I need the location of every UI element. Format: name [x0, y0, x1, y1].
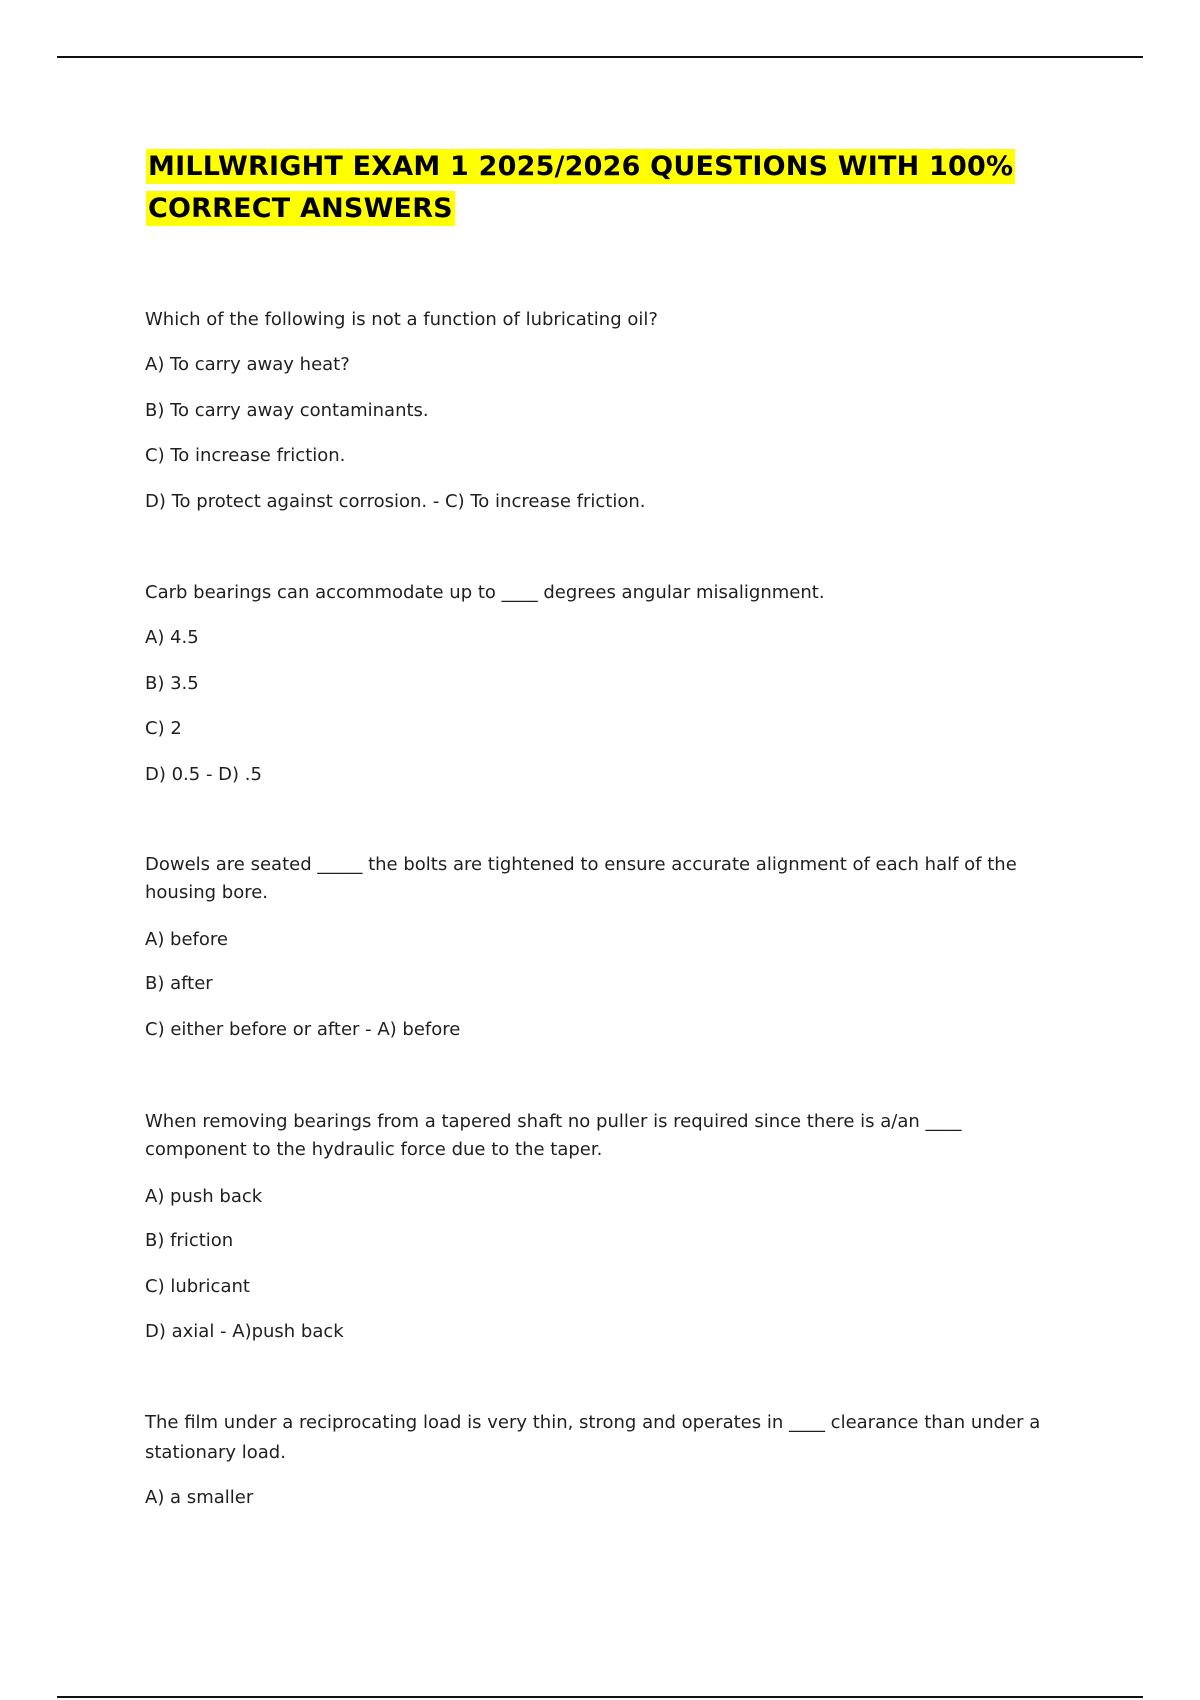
- question-5-option-a: A) a smaller: [145, 1487, 254, 1508]
- question-1-option-a: A) To carry away heat?: [145, 354, 350, 375]
- title-line-1: MILLWRIGHT EXAM 1 2025/2026 QUESTIONS WITH 100%: [148, 151, 1014, 182]
- question-4-option-c: C) lubricant: [145, 1276, 250, 1297]
- page-title: [146, 146, 1015, 230]
- question-4-stem-line-1: When removing bearings from a tapered shaft no puller is required since there is a/an ____: [145, 1111, 962, 1132]
- question-3-option-b: B) after: [145, 973, 213, 994]
- title-line-2: CORRECT ANSWERS: [148, 193, 453, 224]
- question-1-option-d-answer: D) To protect against corrosion. - C) To increase friction.: [145, 491, 646, 512]
- question-5-stem-line-1: The film under a reciprocating load is very thin, strong and operates in ____ clearance than under a: [145, 1412, 1041, 1433]
- question-5-stem-line-2: stationary load.: [145, 1442, 286, 1463]
- question-1-option-c: C) To increase friction.: [145, 445, 346, 466]
- question-2-stem: Carb bearings can accommodate up to ____ degrees angular misalignment.: [145, 582, 825, 603]
- question-4-option-a: A) push back: [145, 1186, 263, 1207]
- question-2-option-a: A) 4.5: [145, 627, 199, 648]
- question-4-option-b: B) friction: [145, 1230, 234, 1251]
- question-2-option-d-answer: D) 0.5 - D) .5: [145, 764, 262, 785]
- question-1-stem: Which of the following is not a function of lubricating oil?: [145, 309, 658, 330]
- question-1-option-b: B) To carry away contaminants.: [145, 400, 429, 421]
- question-3-option-c-answer: C) either before or after - A) before: [145, 1019, 461, 1040]
- question-2-option-c: C) 2: [145, 718, 182, 739]
- question-3-stem-line-1: Dowels are seated _____ the bolts are tightened to ensure accurate alignment of each half of the: [145, 854, 1017, 875]
- question-3-stem-line-2: housing bore.: [145, 882, 269, 903]
- top-rule: [57, 56, 1143, 58]
- question-3-option-a: A) before: [145, 929, 228, 950]
- bottom-rule: [57, 1696, 1143, 1698]
- question-4-stem-line-2: component to the hydraulic force due to the taper.: [145, 1139, 603, 1160]
- question-4-option-d-answer: D) axial - A)push back: [145, 1321, 344, 1342]
- question-2-option-b: B) 3.5: [145, 673, 199, 694]
